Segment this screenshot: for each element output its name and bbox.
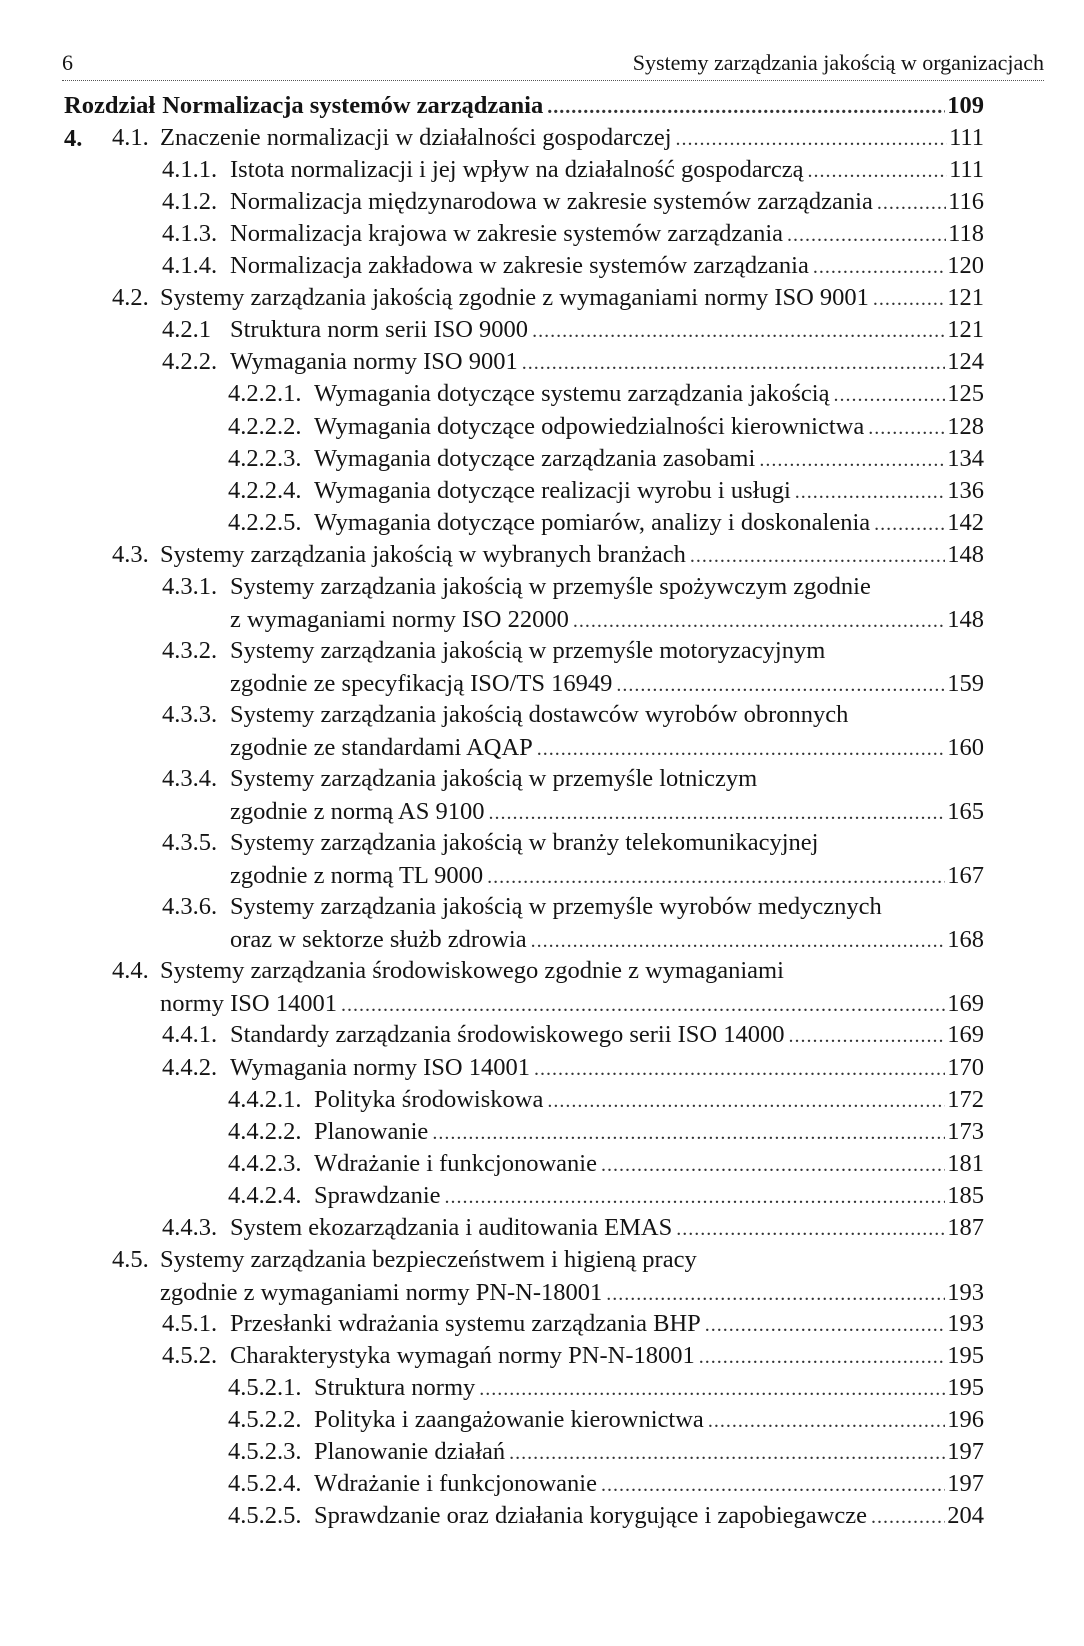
entry-title: Systemy zarządzania jakością zgodnie z wymaganiami normy ISO 9001	[160, 284, 869, 312]
entry-page: 128	[947, 412, 984, 440]
toc-entry	[228, 1403, 984, 1438]
entry-title-continued: zgodnie z normą TL 9000	[230, 862, 484, 890]
dot-leader	[606, 1278, 945, 1311]
dot-leader	[616, 669, 945, 702]
entry-number: 4.2.2.	[162, 348, 218, 376]
toc-entry	[162, 890, 984, 958]
dot-leader	[874, 508, 945, 541]
entry-page: 195	[947, 1374, 984, 1401]
entry-title: Polityka i zaangażowanie kierownictwa	[314, 1406, 704, 1434]
entry-page: 193	[947, 1278, 984, 1306]
entry-page: 116	[948, 188, 984, 216]
toc-entry	[228, 1083, 984, 1118]
entry-page: 160	[947, 733, 984, 761]
entry-title: Normalizacja zakładowa w zakresie systemów zarządzania	[230, 252, 809, 280]
dot-leader	[833, 379, 945, 412]
toc-entry	[162, 1339, 984, 1374]
entry-title: Systemy zarządzania jakością w przemyśle motoryzacyjnym	[230, 636, 826, 664]
entry-number: 4.2.2.2.	[228, 412, 302, 440]
toc-entry	[228, 474, 984, 509]
entry-page: 120	[947, 252, 984, 280]
entry-number: 4.2.	[112, 284, 149, 312]
entry-title-continued: zgodnie ze standardami AQAP	[230, 733, 533, 761]
entry-title: Systemy zarządzania środowiskowego zgodnie z wymaganiami	[160, 957, 784, 985]
entry-title: Systemy zarządzania jakością w przemyśle lotniczym	[230, 765, 758, 793]
entry-page: 172	[947, 1085, 984, 1113]
dot-leader	[479, 1373, 945, 1406]
entry-page: 167	[947, 862, 984, 890]
dot-leader	[601, 1149, 945, 1182]
toc-entry	[228, 1467, 984, 1502]
entry-title: Normalizacja systemów zarządzania	[162, 92, 544, 119]
entry-number: 4.5.2.3.	[228, 1438, 302, 1466]
entry-page: 125	[947, 380, 984, 408]
entry-number: 4.5.2.	[162, 1341, 218, 1369]
toc-entry	[162, 762, 984, 830]
dot-leader	[813, 251, 945, 284]
entry-number: 4.3.	[112, 540, 149, 568]
entry-number: 4.2.2.3.	[228, 444, 302, 472]
dot-leader	[573, 605, 945, 638]
entry-number: 4.1.3.	[162, 220, 218, 248]
entry-title: Systemy zarządzania jakością w branży telekomunikacyjnej	[230, 829, 819, 857]
dot-leader	[531, 925, 946, 958]
dot-leader	[522, 347, 946, 380]
entry-title: Sprawdzanie oraz działania korygujące i zapobiegawcze	[314, 1502, 867, 1530]
dot-leader	[877, 187, 946, 220]
entry-title: Normalizacja krajowa w zakresie systemów zarządzania	[230, 220, 784, 248]
entry-page: 181	[947, 1149, 984, 1177]
entry-title: Planowanie	[314, 1117, 429, 1145]
dot-leader	[759, 444, 945, 477]
entry-page: 148	[947, 540, 984, 568]
entry-number: 4.5.	[112, 1245, 149, 1273]
dot-leader	[676, 123, 948, 156]
toc-entry	[162, 698, 984, 766]
entry-page: 165	[947, 798, 984, 826]
entry-number: 4.5.2.4.	[228, 1470, 302, 1498]
dot-leader	[873, 283, 945, 316]
entry-number: 4.2.2.4.	[228, 476, 302, 504]
entry-title: Planowanie działań	[314, 1438, 506, 1466]
entry-page: 136	[947, 476, 984, 504]
entry-number: 4.3.1.	[162, 572, 218, 600]
dot-leader	[547, 1085, 945, 1118]
entry-title: Wymagania dotyczące realizacji wyrobu i usługi	[314, 476, 791, 504]
toc-entry	[228, 1179, 984, 1214]
entry-title: Struktura normy	[314, 1374, 476, 1401]
entry-page: 142	[947, 508, 984, 536]
toc-entry	[162, 249, 984, 284]
toc-entry	[228, 506, 984, 541]
entry-title-continued: oraz w sektorze służb zdrowia	[230, 926, 527, 954]
entry-title: Wdrażanie i funkcjonowanie	[314, 1149, 597, 1177]
toc-entry	[228, 1371, 984, 1406]
entry-number: 4.1.4.	[162, 252, 218, 280]
entry-title: Polityka środowiskowa	[314, 1085, 544, 1113]
entry-title: Charakterystyka wymagań normy PN-N-18001	[230, 1341, 695, 1369]
entry-title: Wymagania dotyczące systemu zarządzania jakością	[314, 380, 830, 408]
entry-title: Wymagania dotyczące odpowiedzialności kierownictwa	[314, 412, 865, 440]
entry-page: 193	[947, 1309, 984, 1337]
dot-leader	[787, 219, 946, 252]
entry-page: 185	[947, 1181, 984, 1209]
dot-leader	[509, 1437, 945, 1470]
entry-number: 4.4.2.1.	[228, 1085, 302, 1113]
dot-leader	[871, 1501, 945, 1534]
entry-title: Standardy zarządzania środowiskowego serii ISO 14000	[230, 1021, 785, 1049]
entry-title: Normalizacja międzynarodowa w zakresie systemów zarządzania	[230, 188, 873, 216]
toc-entry	[162, 1051, 984, 1086]
toc-entry	[228, 1115, 984, 1150]
entry-number: 4.4.2.	[162, 1053, 218, 1081]
entry-title: Systemy zarządzania jakością w przemyśle spożywczym zgodnie	[230, 572, 871, 600]
dot-leader	[532, 315, 945, 348]
entry-number: 4.3.5.	[162, 829, 218, 857]
dot-leader	[534, 1053, 945, 1086]
toc-entry	[162, 1018, 984, 1053]
entry-page: 109	[947, 92, 984, 119]
entry-number: 4.1.1.	[162, 156, 218, 184]
entry-number: 4.4.2.4.	[228, 1181, 302, 1209]
entry-page: 169	[947, 990, 984, 1018]
entry-page: 195	[947, 1341, 984, 1369]
toc-entry	[228, 410, 984, 445]
entry-title-continued: zgodnie ze specyfikacją ISO/TS 16949	[230, 669, 613, 697]
dot-leader	[795, 476, 945, 509]
entry-title: Wymagania dotyczące zarządzania zasobami	[314, 444, 756, 472]
entry-title: Systemy zarządzania jakością w przemyśle wyrobów medycznych	[230, 893, 882, 921]
dot-leader	[489, 797, 946, 830]
entry-number: 4.5.2.1.	[228, 1374, 302, 1401]
toc-entry	[162, 634, 984, 702]
toc-entry	[228, 442, 984, 477]
dot-leader	[690, 540, 945, 573]
toc-entry	[162, 1307, 984, 1342]
entry-title: Znaczenie normalizacji w działalności gospodarczej	[160, 124, 672, 152]
entry-number: 4.4.2.2.	[228, 1117, 302, 1145]
entry-number: 4.5.2.2.	[228, 1406, 302, 1434]
dot-leader	[708, 1405, 945, 1438]
entry-page: 173	[947, 1117, 984, 1145]
entry-title: Wymagania normy ISO 14001	[230, 1053, 530, 1081]
entry-number: 4.1.	[112, 124, 149, 152]
toc-entry	[112, 281, 984, 316]
entry-title-continued: normy ISO 14001	[160, 990, 337, 1018]
toc-entry	[162, 313, 984, 348]
dot-leader	[537, 733, 945, 766]
toc-entry	[162, 185, 984, 220]
entry-title: Systemy zarządzania bezpieczeństwem i higieną pracy	[160, 1245, 697, 1273]
entry-page: 121	[947, 316, 984, 344]
entry-page: 148	[947, 605, 984, 633]
toc-entry	[228, 377, 984, 412]
toc-entry	[228, 1435, 984, 1470]
entry-title: Sprawdzanie	[314, 1181, 441, 1209]
entry-number: 4.4.1.	[162, 1021, 218, 1049]
entry-number: 4.1.2.	[162, 188, 218, 216]
entry-title-continued: zgodnie z normą AS 9100	[230, 798, 485, 826]
entry-page: 111	[949, 156, 984, 184]
dot-leader	[487, 861, 945, 894]
entry-page: 204	[947, 1502, 984, 1530]
toc-entry	[112, 954, 984, 1022]
dot-leader	[676, 1213, 945, 1246]
dot-leader	[601, 1469, 945, 1502]
dot-leader	[699, 1341, 946, 1374]
toc-entry	[162, 826, 984, 894]
entry-page: 168	[947, 926, 984, 954]
toc-entry	[112, 538, 984, 573]
entry-title: System ekozarządzania i auditowania EMAS	[230, 1213, 673, 1241]
entry-number: 4.4.2.3.	[228, 1149, 302, 1177]
entry-title: Struktura norm serii ISO 9000	[230, 316, 529, 344]
entry-page: 121	[947, 284, 984, 312]
toc-entry	[162, 153, 984, 188]
entry-page: 197	[947, 1438, 984, 1466]
entry-page: 118	[948, 220, 984, 248]
toc-entry	[228, 1147, 984, 1182]
entry-page: 134	[947, 444, 984, 472]
entry-page: 124	[947, 348, 984, 376]
entry-title: Przesłanki wdrażania systemu zarządzania BHP	[230, 1309, 701, 1337]
entry-title: Systemy zarządzania jakością dostawców wyrobów obronnych	[230, 700, 849, 728]
entry-title: Wymagania dotyczące pomiarów, analizy i doskonalenia	[314, 508, 871, 536]
entry-title-continued: z wymaganiami normy ISO 22000	[230, 605, 569, 633]
entry-number: 4.5.2.5.	[228, 1502, 302, 1530]
running-title: Systemy zarządzania jakością w organizacjach	[632, 50, 1044, 75]
dot-leader	[789, 1020, 946, 1053]
entry-number: Rozdział 4.	[64, 92, 156, 152]
entry-page: 169	[947, 1021, 984, 1049]
dot-leader	[808, 155, 948, 188]
entry-number: 4.3.6.	[162, 893, 218, 921]
toc-entry	[162, 345, 984, 380]
dot-leader	[432, 1117, 945, 1150]
entry-title-continued: zgodnie z wymaganiami normy PN-N-18001	[160, 1278, 603, 1306]
entry-title: Wdrażanie i funkcjonowanie	[314, 1470, 597, 1498]
entry-page: 170	[947, 1053, 984, 1081]
dot-leader	[705, 1309, 945, 1342]
entry-number: 4.2.2.5.	[228, 508, 302, 536]
entry-title: Systemy zarządzania jakością w wybranych branżach	[160, 540, 686, 568]
entry-number: 4.5.1.	[162, 1309, 218, 1337]
toc-entry	[162, 1211, 984, 1246]
entry-page: 159	[947, 669, 984, 697]
entry-number: 4.2.2.1.	[228, 380, 302, 408]
entry-page: 197	[947, 1470, 984, 1498]
dot-leader	[445, 1181, 946, 1214]
dot-leader	[341, 989, 945, 1022]
entry-title: Istota normalizacji i jej wpływ na działalność gospodarczą	[230, 156, 804, 184]
toc-entry	[162, 217, 984, 252]
entry-number: 4.3.2.	[162, 636, 218, 664]
entry-page: 111	[949, 124, 984, 152]
entry-number: 4.4.3.	[162, 1213, 218, 1241]
dot-leader	[868, 412, 945, 445]
entry-title: Wymagania normy ISO 9001	[230, 348, 518, 376]
entry-number: 4.4.	[112, 957, 149, 985]
entry-number: 4.2.1	[162, 316, 211, 344]
entry-number: 4.3.3.	[162, 700, 218, 728]
toc-entry	[112, 121, 984, 156]
toc-entry	[162, 570, 984, 638]
entry-page: 196	[947, 1406, 984, 1434]
dot-leader	[547, 91, 945, 124]
page-number: 6	[62, 50, 73, 75]
entry-number: 4.3.4.	[162, 765, 218, 793]
toc-entry	[112, 1243, 984, 1311]
entry-page: 187	[947, 1213, 984, 1241]
toc-entry	[228, 1499, 984, 1534]
